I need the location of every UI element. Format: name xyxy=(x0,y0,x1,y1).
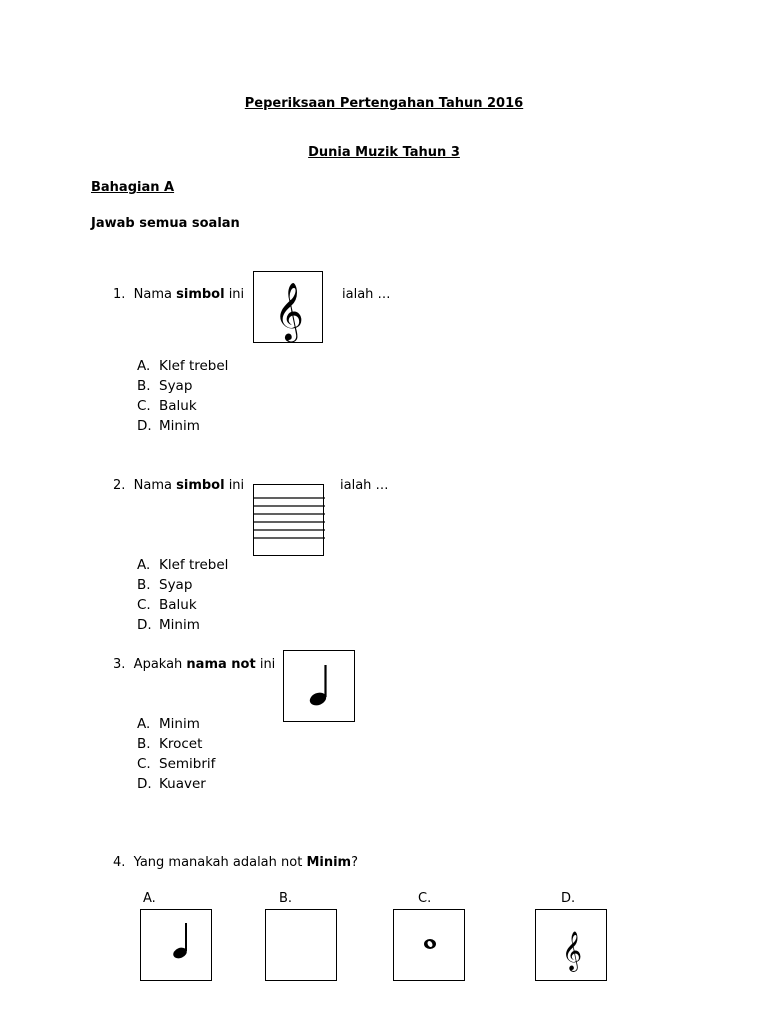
question-bold-term: simbol xyxy=(176,287,225,302)
option-d[interactable]: D. Kuaver xyxy=(137,776,206,792)
question-middle: ini xyxy=(255,657,276,672)
question-prefix: Apakah xyxy=(133,657,187,672)
option-a[interactable]: A. Klef trebel xyxy=(137,557,229,573)
choice-a-label: A. xyxy=(143,891,156,906)
choice-a-box[interactable] xyxy=(140,909,212,981)
option-a[interactable]: A. Minim xyxy=(137,716,200,732)
question-number: 3. xyxy=(113,657,126,672)
question-bold-term: nama not xyxy=(186,657,256,672)
staff-lines-icon xyxy=(254,485,325,557)
question-bold-term: Minim xyxy=(306,855,352,870)
question-1-suffix: ialah … xyxy=(342,287,391,302)
choice-c-box[interactable] xyxy=(393,909,465,981)
question-2-options xyxy=(137,555,228,635)
option-b[interactable]: B. Syap xyxy=(137,577,193,593)
question-1 xyxy=(113,287,244,302)
svg-text:𝄞: 𝄞 xyxy=(561,931,583,971)
exam-title: Peperiksaan Pertengahan Tahun 2016 xyxy=(244,96,524,111)
crotchet-image-box xyxy=(283,650,355,722)
question-1-options xyxy=(137,356,228,436)
question-middle: ini xyxy=(224,287,245,302)
choice-b-label: B. xyxy=(279,891,293,906)
option-c[interactable]: C. Semibrif xyxy=(137,756,216,772)
question-3 xyxy=(113,657,275,672)
question-4 xyxy=(113,855,358,870)
question-prefix: Nama xyxy=(133,287,177,302)
choice-d-label: D. xyxy=(561,891,576,906)
treble-clef-icon xyxy=(536,910,608,982)
question-number: 1. xyxy=(113,287,126,302)
option-d[interactable]: D. Minim xyxy=(137,617,200,633)
treble-clef-icon xyxy=(254,272,324,344)
question-2-suffix: ialah … xyxy=(340,478,389,493)
section-heading: Bahagian A xyxy=(91,180,175,195)
question-prefix: Nama xyxy=(133,478,177,493)
svg-text:𝄞: 𝄞 xyxy=(274,282,304,340)
question-bold-term: simbol xyxy=(176,478,225,493)
question-2 xyxy=(113,478,244,493)
subject-title: Dunia Muzik Tahun 3 xyxy=(308,145,460,160)
choice-d-box[interactable] xyxy=(535,909,607,981)
staff-image-box xyxy=(253,484,324,556)
crotchet-note-icon xyxy=(141,910,213,982)
choice-c-label: C. xyxy=(418,891,432,906)
question-suffix: ? xyxy=(351,855,359,870)
question-prefix: Yang manakah adalah not xyxy=(133,855,307,870)
option-d[interactable]: D. Minim xyxy=(137,418,200,434)
option-a[interactable]: A. Klef trebel xyxy=(137,358,229,374)
treble-clef-image-box xyxy=(253,271,323,343)
semibreve-note-icon xyxy=(394,910,466,982)
instruction-text: Jawab semua soalan xyxy=(91,216,240,231)
option-b[interactable]: B. Syap xyxy=(137,378,193,394)
option-b[interactable]: B. Krocet xyxy=(137,736,203,752)
crotchet-note-icon xyxy=(284,651,356,723)
question-3-options xyxy=(137,714,215,794)
option-c[interactable]: C. Baluk xyxy=(137,597,197,613)
choice-b-box[interactable] xyxy=(265,909,337,981)
question-number: 2. xyxy=(113,478,126,493)
option-c[interactable]: C. Baluk xyxy=(137,398,197,414)
question-number: 4. xyxy=(113,855,126,870)
question-middle: ini xyxy=(224,478,245,493)
